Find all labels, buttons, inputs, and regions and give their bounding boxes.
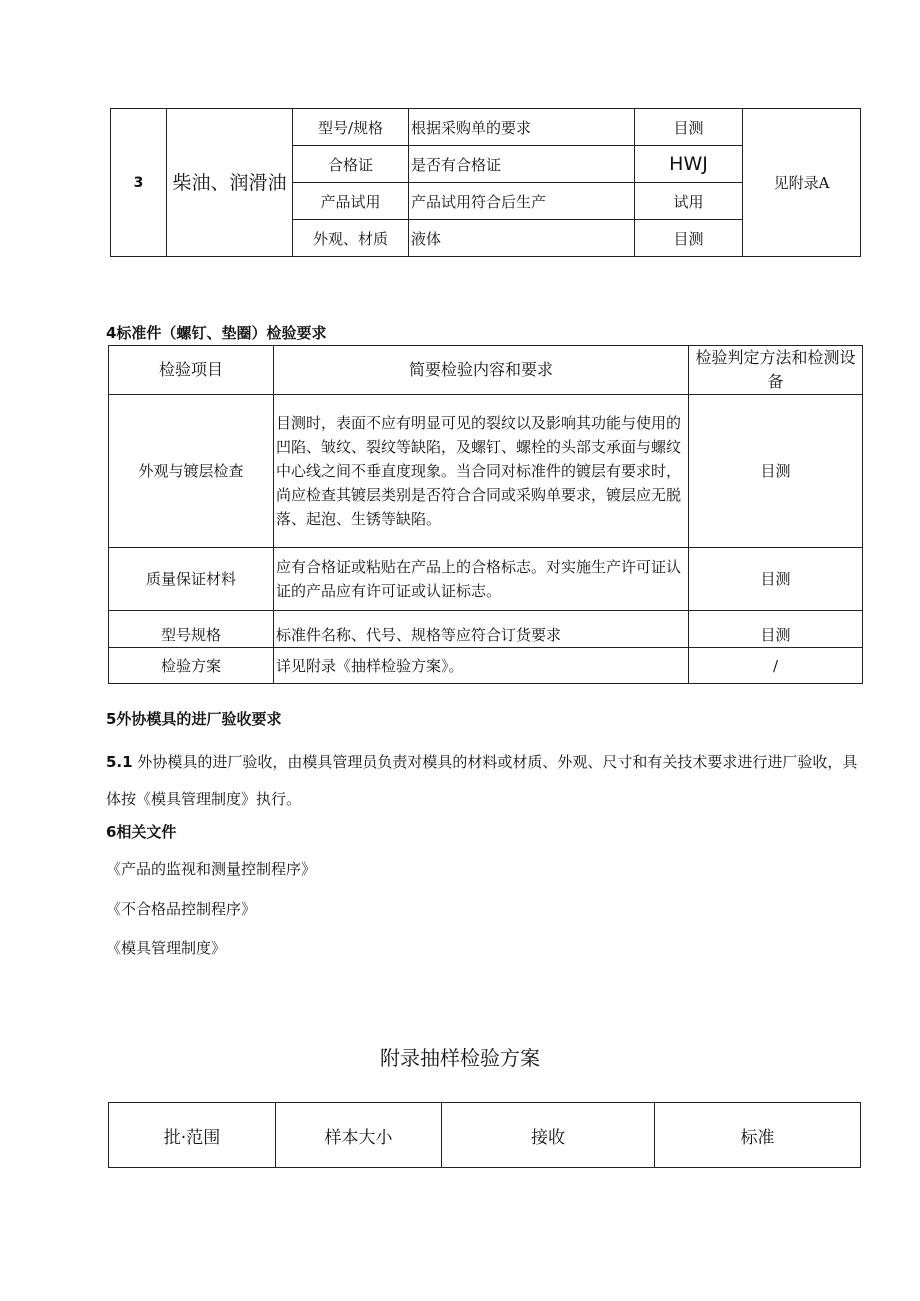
content-cell: 详见附录《抽样检验方案》。 (274, 648, 689, 684)
related-doc: 《不合格品控制程序》 (106, 900, 257, 918)
method-cell: 目测 (635, 220, 743, 257)
item-cell: 产品试用 (293, 183, 409, 220)
section-5-heading: 5外协模具的进厂验收要求 (106, 710, 282, 728)
header-standard: 标准 (655, 1103, 861, 1168)
header-method: 检验判定方法和检测设备 (689, 346, 863, 395)
material-inspection-table (110, 108, 861, 257)
header-item: 检验项目 (109, 346, 274, 395)
item-cell: 合格证 (293, 146, 409, 183)
method-cell: 目测 (689, 548, 863, 611)
section-5-paragraph (106, 744, 862, 818)
header-accept: 接收 (442, 1103, 655, 1168)
method-cell: 目测 (689, 611, 863, 648)
header-sample-size: 样本大小 (276, 1103, 442, 1168)
paragraph-text: 外协模具的进厂验收，由模具管理员负责对模具的材料或材质、外观、尺寸和有关技术要求进行进厂验收，具体按《模具管理制度》执行。 (106, 753, 858, 808)
method-cell: 目测 (689, 395, 863, 548)
header-content: 简要检验内容和要求 (274, 346, 689, 395)
requirement-cell: 产品试用符合后生产 (409, 183, 635, 220)
requirement-cell: 根据采购单的要求 (409, 109, 635, 146)
header-batch-range: 批·范围 (109, 1103, 276, 1168)
material-name: 柴油、润滑油 (167, 109, 293, 257)
content-cell: 目测时，表面不应有明显可见的裂纹以及影响其功能与使用的凹陷、皱纹、裂纹等缺陷，及螺钉、螺栓的头部支承面与螺纹中心线之间不垂直度现象。当合同对标准件的镀层有要求时，尚应检查其镀层类别是否符合合同或采购单要求，镀层应无脱落、起泡、生锈等缺陷。 (274, 395, 689, 548)
related-doc: 《模具管理制度》 (106, 939, 227, 957)
item-cell: 外观与镀层检查 (109, 395, 274, 548)
standard-parts-table (108, 345, 863, 684)
section-6-heading: 6相关文件 (106, 823, 177, 841)
item-cell: 型号规格 (109, 611, 274, 648)
method-cell: 试用 (635, 183, 743, 220)
row-number: 3 (111, 109, 167, 257)
appendix-reference: 见附录A (743, 109, 861, 257)
method-cell: 目测 (635, 109, 743, 146)
item-cell: 检验方案 (109, 648, 274, 684)
content-cell: 应有合格证或粘贴在产品上的合格标志。对实施生产许可证认证的产品应有许可证或认证标志。 (274, 548, 689, 611)
section-4-heading: 4标准件（螺钉、垫圈）检验要求 (106, 324, 327, 342)
sampling-plan-table (108, 1102, 861, 1168)
item-cell: 质量保证材料 (109, 548, 274, 611)
requirement-cell: 是否有合格证 (409, 146, 635, 183)
item-cell: 外观、材质 (293, 220, 409, 257)
appendix-title: 附录抽样检验方案 (380, 1046, 540, 1070)
related-doc: 《产品的监视和测量控制程序》 (106, 860, 317, 878)
paragraph-number: 5.1 (106, 753, 133, 771)
item-cell: 型号/规格 (293, 109, 409, 146)
requirement-cell: 液体 (409, 220, 635, 257)
method-cell: / (689, 648, 863, 684)
method-cell: HWJ (635, 146, 743, 183)
content-cell: 标准件名称、代号、规格等应符合订货要求 (274, 611, 689, 648)
